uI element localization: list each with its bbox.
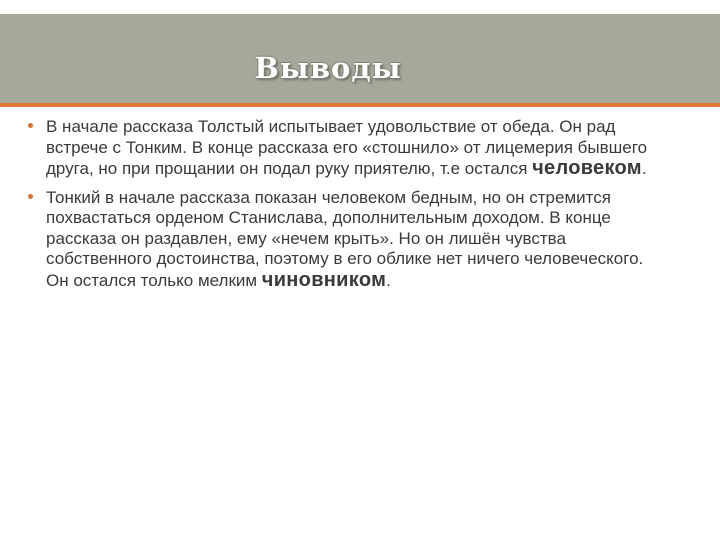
bullet-icon	[28, 194, 33, 199]
accent-rule	[0, 103, 720, 107]
bullet-icon	[28, 123, 33, 128]
list-item	[28, 188, 668, 292]
slide-title: Выводы	[254, 51, 402, 85]
top-strip	[0, 0, 720, 14]
bullet-end: .	[641, 159, 647, 178]
bullet-emphasis: человеком	[532, 157, 642, 179]
list-item	[28, 117, 668, 180]
bullet-end: .	[386, 270, 391, 290]
bullet-text: В начале рассказа Толстый испытывает удовольствие от обеда. Он рад встрече с Тонким. В конце рассказа его «стошнило» от лицемерия бывшего друга, но при прощании он подал руку приятелю, т.е остался	[46, 117, 648, 178]
bullet-emphasis: чиновником	[261, 268, 387, 291]
bullet-text: Тонкий в начале рассказа показан человеком бедным, но он стремится похвастаться орденом Станислава, дополнительным доходом. В конце рассказа он раздавлен, ему «нечем крыть». Но он лишён чувства собственного достоинства, поэтому в его облике нет ничего человеческого. Он остался только мелким	[46, 187, 644, 290]
bullet-list	[28, 117, 668, 299]
